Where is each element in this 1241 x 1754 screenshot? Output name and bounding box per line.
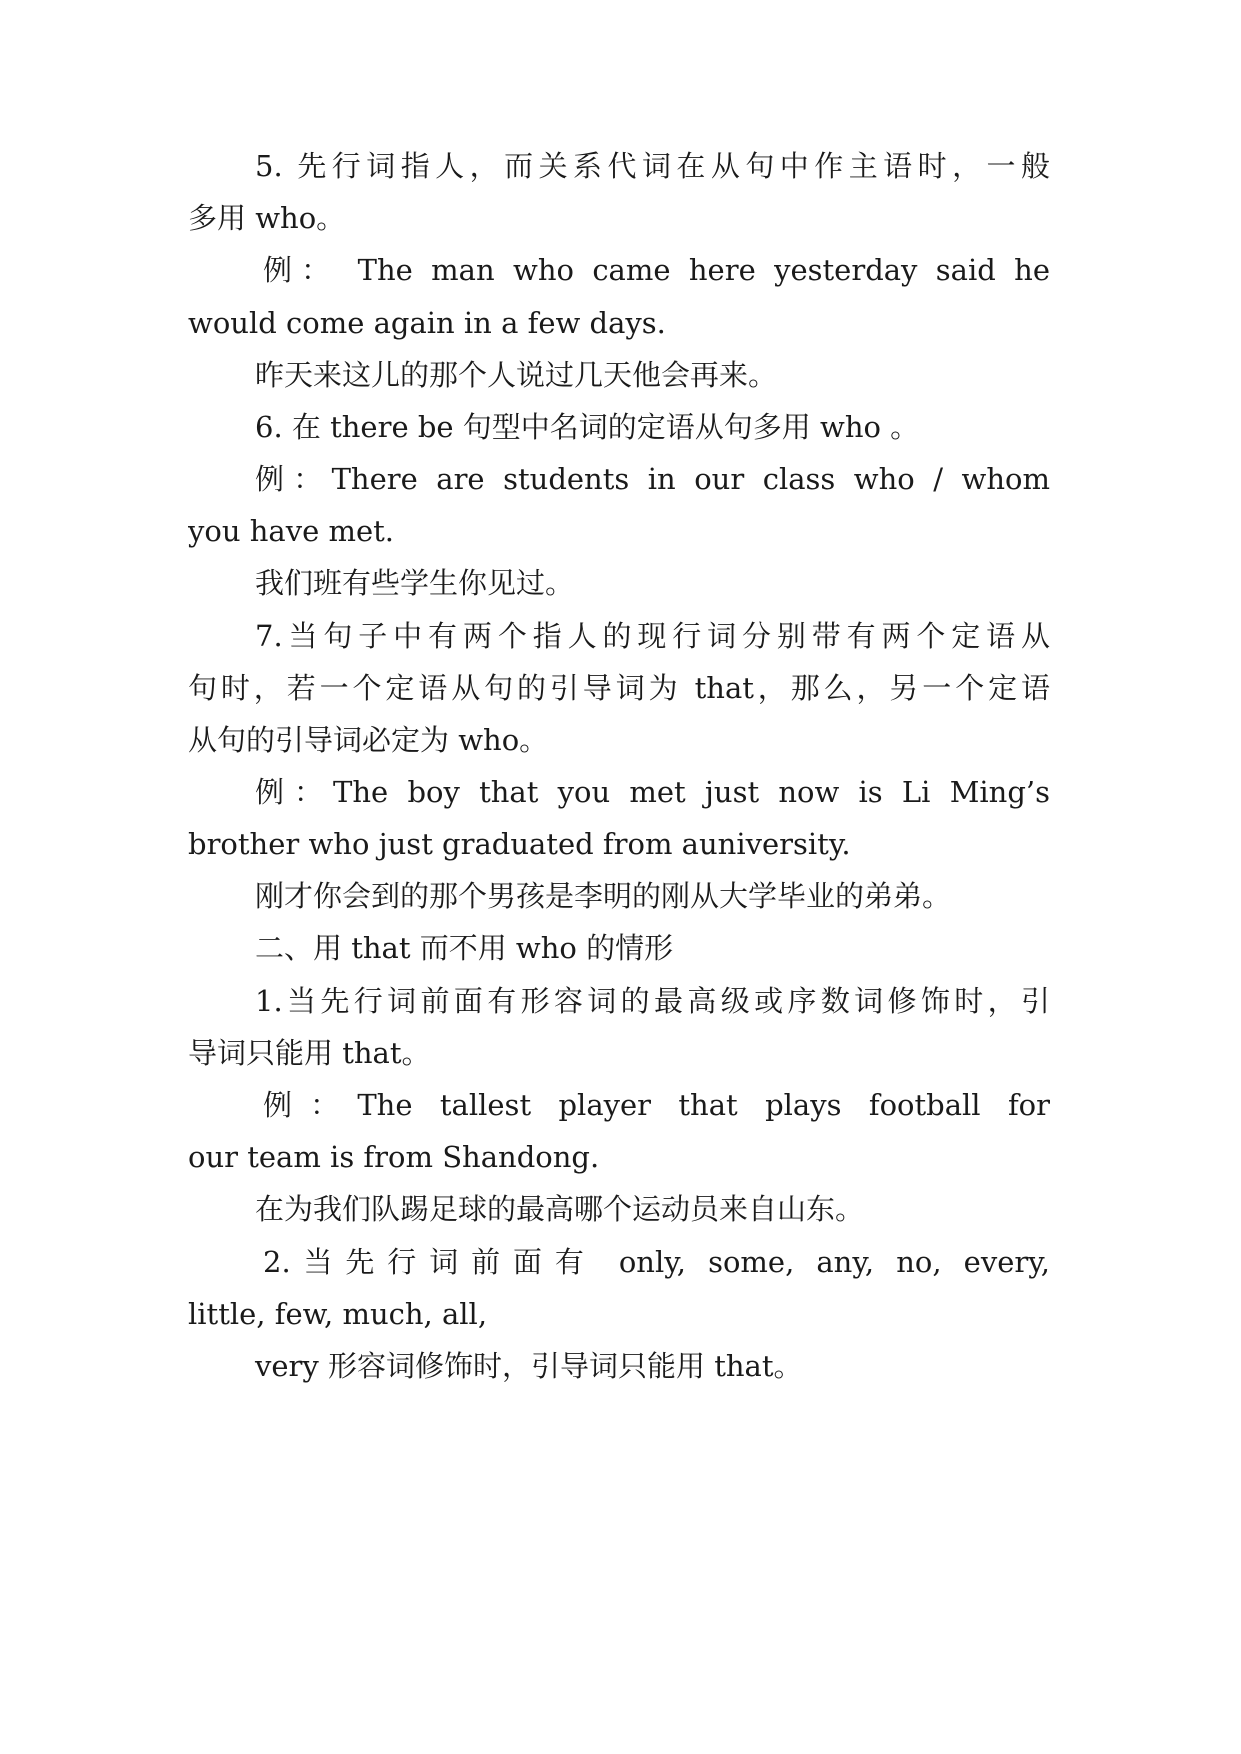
- rule-7-line-2: 句时，若一个定语从句的引导词为 that，那么，另一个定语: [188, 671, 1050, 705]
- rule-2-line-3: very 形容词修饰时，引导词只能用 that。: [255, 1349, 803, 1383]
- example-7-line-2: brother who just graduated from auniversity.: [188, 827, 851, 861]
- rule-7-line-3: 从句的引导词必定为 who。: [188, 723, 549, 757]
- rule-1-line-1: 1.当先行词前面有形容词的最高级或序数词修饰时，引: [255, 984, 1050, 1018]
- translation-7: 刚才你会到的那个男孩是李明的刚从大学毕业的弟弟。: [255, 879, 952, 913]
- rule-6: 6. 在 there be 句型中名词的定语从句多用 who 。: [255, 410, 920, 444]
- example-6-line-2: you have met.: [188, 514, 395, 548]
- example-5-line-1: 例： The man who came here yesterday said he: [263, 253, 1050, 287]
- example-1-line-2: our team is from Shandong.: [188, 1140, 600, 1174]
- example-6-line-1: 例：There are students in our class who / whom: [255, 462, 1050, 496]
- example-1-line-1: 例：The tallest player that plays football for: [263, 1088, 1050, 1122]
- rule-5-line-1: 5. 先行词指人，而关系代词在从句中作主语时，一般: [255, 149, 1050, 183]
- translation-5: 昨天来这儿的那个人说过几天他会再来。: [255, 358, 778, 392]
- translation-6: 我们班有些学生你见过。: [255, 566, 575, 600]
- example-5-line-2: would come again in a few days.: [188, 306, 666, 340]
- example-7-line-1: 例：The boy that you met just now is Li Ming’s: [255, 775, 1050, 809]
- translation-1: 在为我们队踢足球的最高哪个运动员来自山东。: [255, 1192, 865, 1226]
- rule-1-line-2: 导词只能用 that。: [188, 1036, 431, 1070]
- rule-5-line-2: 多用 who。: [188, 201, 346, 235]
- section-heading-2: 二、用 that 而不用 who 的情形: [255, 931, 674, 965]
- rule-2-line-1: 2.当先行词前面有 only, some, any, no, every,: [263, 1245, 1050, 1279]
- rule-7-line-1: 7.当句子中有两个指人的现行词分别带有两个定语从: [255, 619, 1050, 653]
- rule-2-line-2: little, few, much, all,: [188, 1297, 488, 1331]
